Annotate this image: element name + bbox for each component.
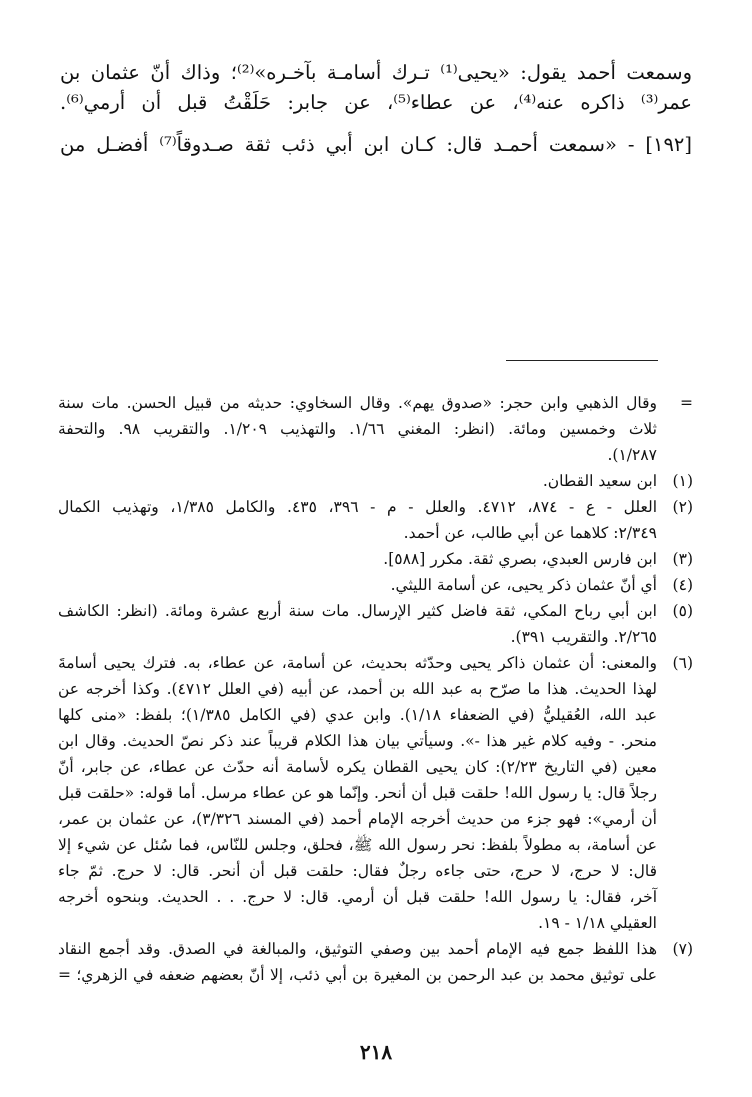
footnote-line: والمعنى: أن عثمان ذاكر يحيى وحدّثه بحديث، عن أسامة، عن عطاء، به. فترك يحيى أسامةَ	[58, 654, 657, 672]
footnote-number: (٤)	[672, 576, 693, 594]
footnote-5	[58, 598, 693, 650]
footnote-line: منحر. - وفيه كلام غير هذا -». وسيأتي بيان هذا الكلام قريباً عند ذكر نصّ الحديث. وقال ابن	[58, 732, 657, 750]
footnote-4	[58, 572, 693, 598]
footnote-line: العقيلي ١/١٨ - ١٩.	[538, 914, 657, 932]
main-text	[60, 58, 692, 160]
footnote-line: ٢/٣٤٩: كلاهما عن أبي طالب، عن أحمد.	[403, 524, 657, 542]
page-number: ٢١٨	[359, 1040, 393, 1064]
main-text-line: وسمعت أحمد يقول: «يحيى⁽¹⁾ تـرك أسامـة بآخـره»⁽²⁾؛ وذاك أنّ عثمان بن	[60, 61, 693, 84]
footnote-line: أن أرمي»: فهو جزء من حديث أخرجه الإمام أحمد (في المسند ٣/٣٢٦)، عن عثمان بن عمر،	[58, 810, 657, 828]
footnotes	[58, 390, 693, 988]
footnote-line: وقال الذهبي وابن حجر: «صدوق يهم». وقال السخاوي: حديثه من قبيل الحسن. مات سنة	[58, 394, 657, 412]
footnote-number: (١)	[672, 472, 693, 490]
footnote-number: (٧)	[672, 940, 693, 958]
footnote-line: ابن سعيد القطان.	[542, 472, 657, 490]
footnote-number: (٣)	[672, 550, 693, 568]
footnote-line: عبد الله، العُقيليُّ (في الضعفاء ١/١٨). وابن عدي (في الكامل ١/٣٨٥)؛ بلفظ: «منى كلها	[58, 706, 657, 724]
footnote-line: هذا اللفظ جمع فيه الإمام أحمد بين وصفي التوثيق، والمبالغة في الصدق. وقد أجمع النقاد	[58, 940, 657, 958]
footnote-separator	[506, 360, 658, 361]
footnote-line: ابن أبي رباح المكي، ثقة فاضل كثير الإرسال. مات سنة أربع عشرة ومائة. (انظر: الكاشف	[58, 602, 657, 620]
footnote-line: ١/٢٨٧).	[607, 446, 657, 464]
footnote-line: رجلاً قال: يا رسول الله! حلقت قبل أن أنحر. وإنّما هو عن عطاء مرسل. أما قوله: «حلقت قبل	[58, 784, 657, 802]
footnote-number: (٥)	[672, 602, 693, 620]
footnote-line: على توثيق محمد بن عبد الرحمن بن المغيرة بن أبي ذئب، إلا أنّ بعضهم ضعفه في الزهري؛ =	[58, 966, 657, 984]
footnote-number: (٢)	[672, 498, 693, 516]
main-text-line: عمر⁽³⁾ ذاكره عنه⁽⁴⁾، عن عطاء⁽⁵⁾، عن جابر: حَلَقْتُ قبل أن أرمي⁽⁶⁾.	[60, 91, 693, 114]
footnote-line: معين (في التاريخ ٢/٢٣): كان يحيى القطان يكره لأسامة أنه حدّث عن عطاء، عن جابر، أنّ	[58, 758, 657, 776]
footnote-number: (٦)	[672, 654, 693, 672]
footnote-7	[58, 936, 693, 988]
footnote-line: عن أسامة، به مطولاً بلفظ: نحر رسول الله ﷺ، فحلق، وجلس للنّاس، فما سُئل عن شيء إلا	[58, 836, 657, 854]
footnote-3	[58, 546, 693, 572]
footnote-2	[58, 494, 693, 546]
footnote-1	[58, 468, 693, 494]
footnote-6	[58, 650, 693, 936]
footnote-line: ٢/٢٦٥. والتقريب ٣٩١).	[510, 628, 657, 646]
footnote-number: =	[680, 394, 693, 412]
entry-192-line: [١٩٢] - «سمعت أحمـد قال: كـان ابن أبي ذئب ثقة صـدوقاً⁽⁷⁾ أفضـل من	[60, 133, 692, 156]
footnote-line: ابن فارس العبدي، بصري ثقة. مكرر [٥٨٨].	[383, 550, 657, 568]
footnote-line: قال: لا حرج، لا حرج، حتى جاءه رجلٌ فقال: حلقت قبل أن أنحر. قال: لا حرج. ثمّ جاء	[58, 862, 657, 880]
footnote-continuation	[58, 390, 693, 468]
footnote-line: لهذا الحديث. هذا ما صرّح به عبد الله بن أحمد، عن أبيه (في العلل ٤٧١٢). وكذا أخرجه عن	[58, 680, 657, 698]
footnote-line: ثلاث وخمسين ومائة. (انظر: المغني ١/٦٦. والتهذيب ١/٢٠٩. والتقريب ٩٨. والتحفة	[58, 420, 657, 438]
footnote-line: آخر، فقال: يا رسول الله! حلقت قبل أن أرمي. قال: لا حرج. . . الحديث. وبنحوه أخرجه	[58, 888, 657, 906]
footnote-line: أي أنّ عثمان ذكر يحيى، عن أسامة الليثي.	[390, 576, 657, 594]
footnote-line: العلل - ع - ٨٧٤، ٤٧١٢. والعلل - م - ٣٩٦، ٤٣٥. والكامل ١/٣٨٥، وتهذيب الكمال	[58, 498, 657, 516]
